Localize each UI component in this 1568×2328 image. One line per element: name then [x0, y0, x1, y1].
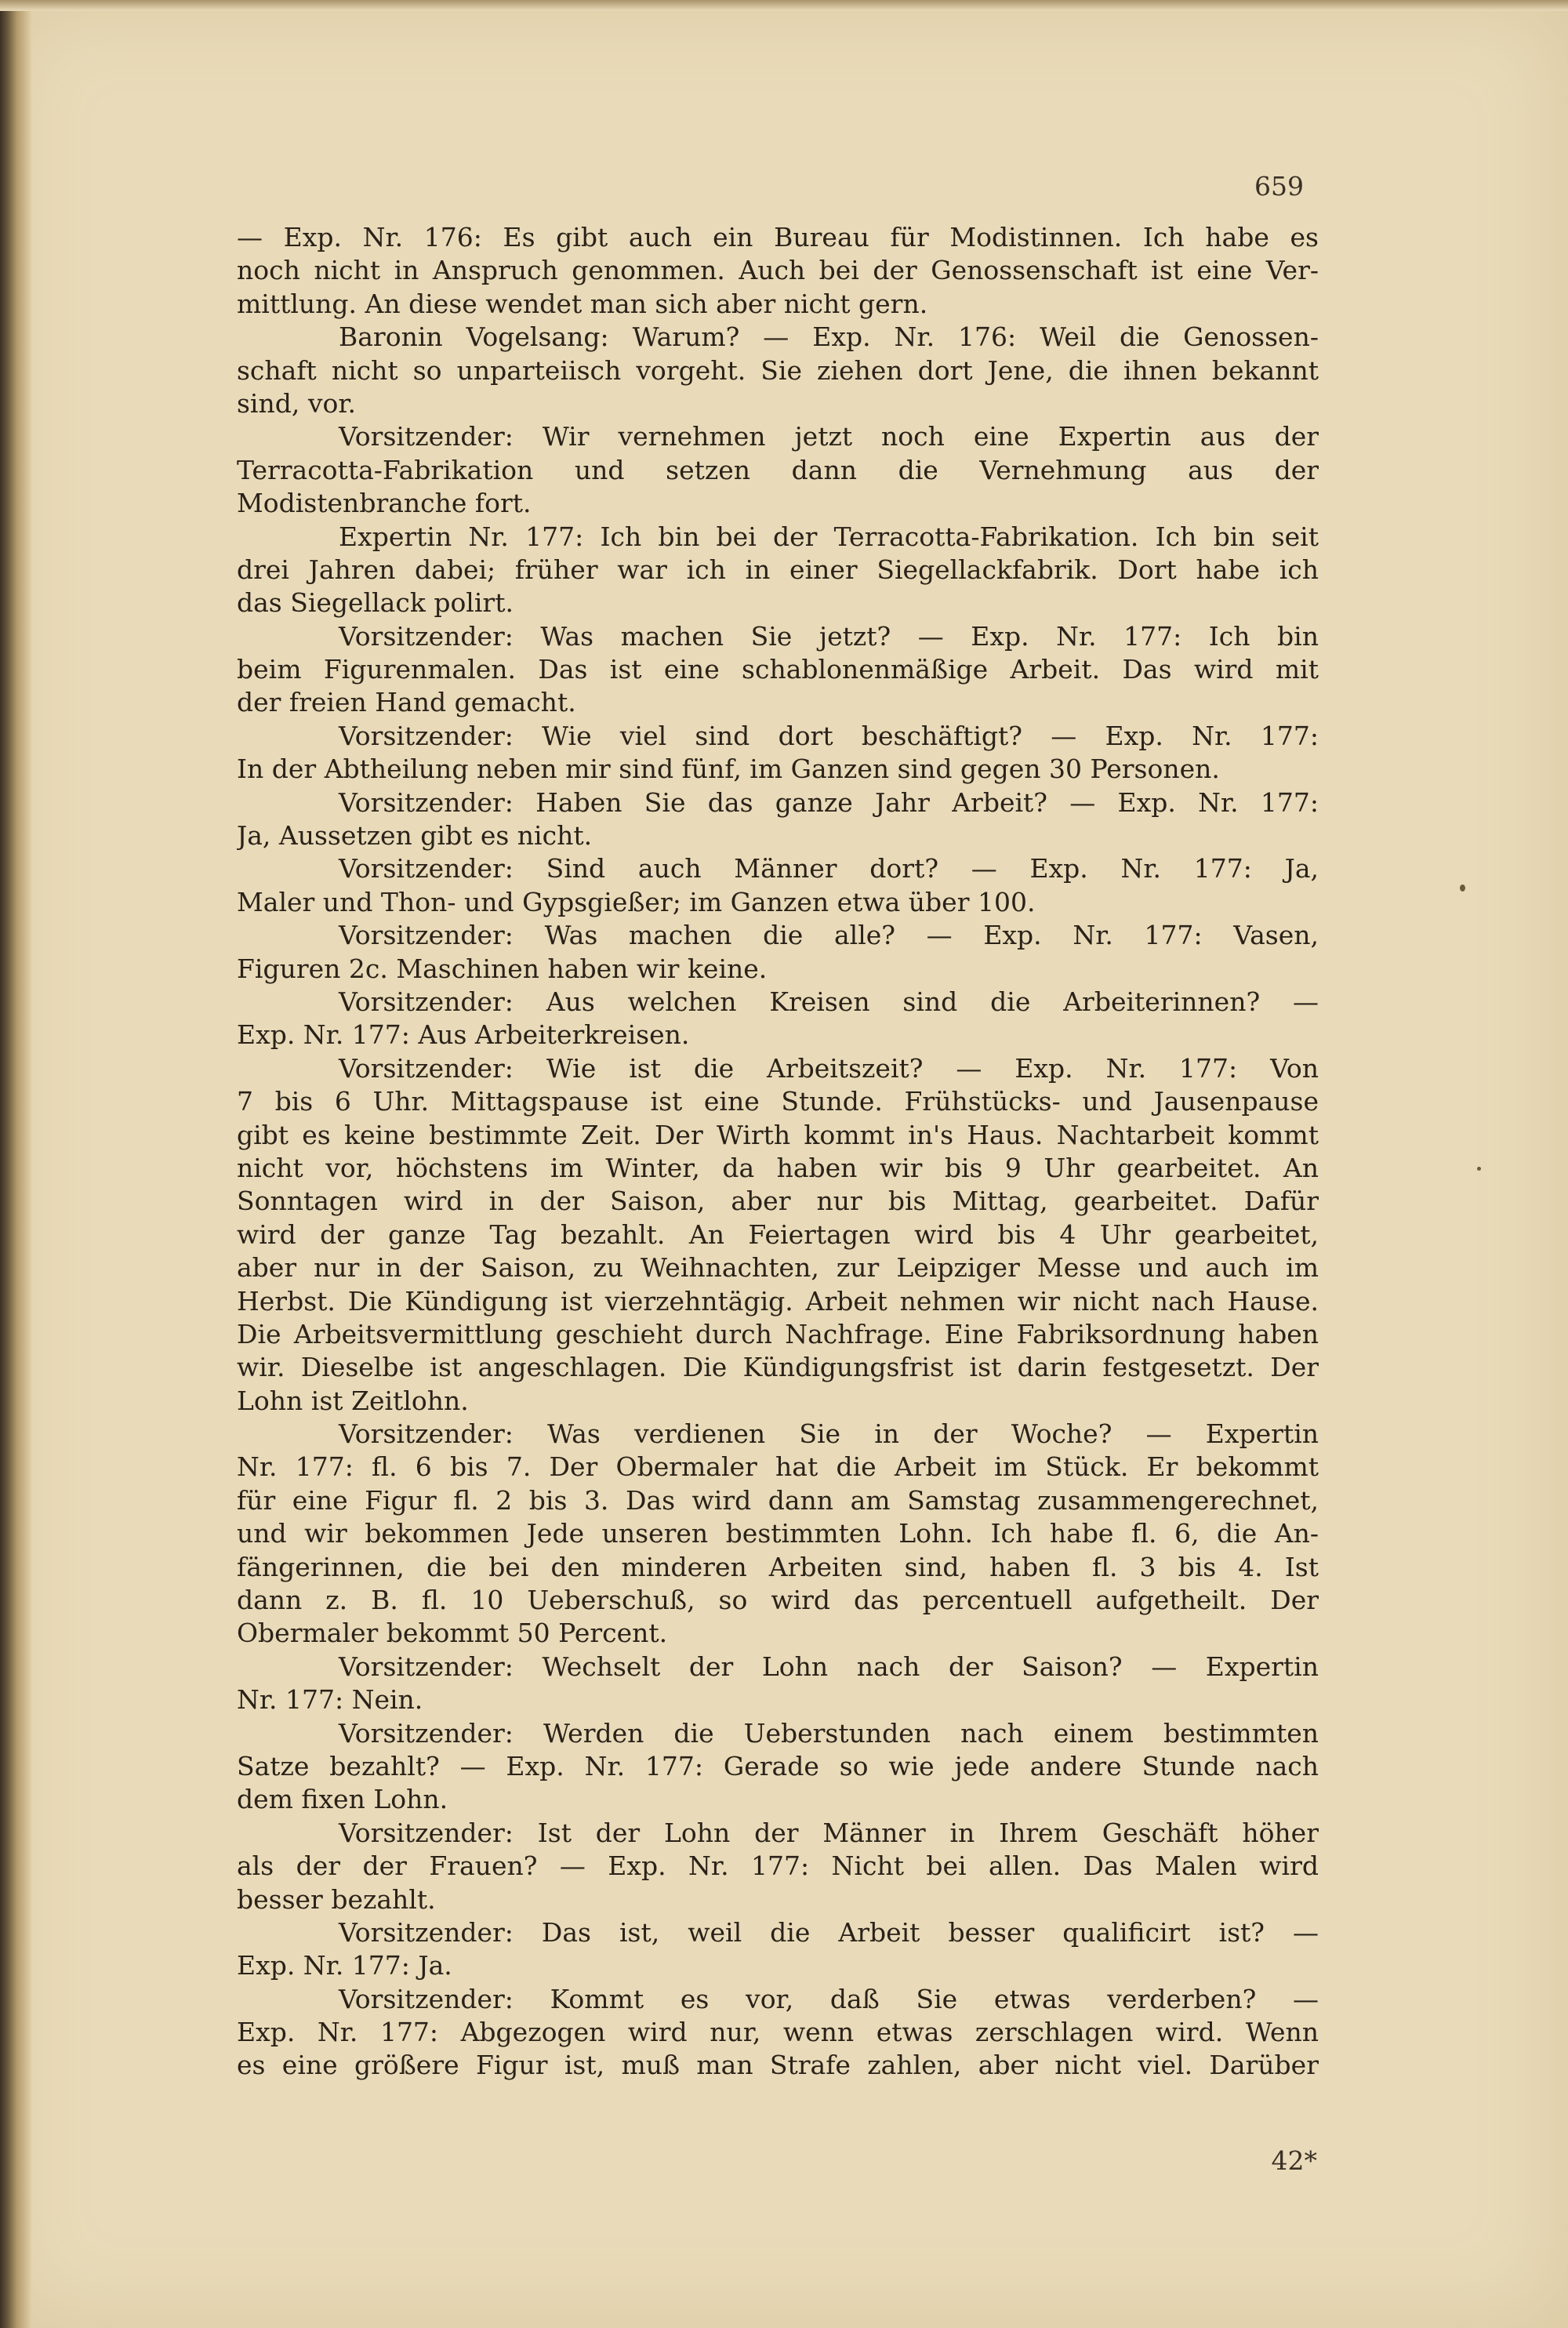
top-edge — [0, 0, 1568, 11]
body-text — [237, 221, 1319, 2083]
text-line: Ja, Aussetzen gibt es nicht. — [237, 820, 593, 852]
text-line: Vorsitzender: Was machen Sie jetzt? — Exp. Nr. 177: Ich bin — [339, 620, 1319, 652]
text-line: In der Abtheilung neben mir sind fünf, im Ganzen sind gegen 30 Personen. — [237, 754, 1220, 785]
text-line: fängerinnen, die bei den minderen Arbeiten sind, haben fl. 3 bis 4. Ist — [237, 1551, 1319, 1582]
ink-speck — [1477, 1167, 1481, 1171]
text-line: Vorsitzender: Sind auch Männer dort? — Exp. Nr. 177: Ja, — [339, 853, 1319, 884]
text-line: dem fixen Lohn. — [237, 1784, 448, 1815]
text-line: drei Jahren dabei; früher war ich in einer Siegellackfabrik. Dort habe ich — [237, 554, 1319, 585]
text-line: Die Arbeitsvermittlung geschieht durch Nachfrage. Eine Fabriksordnung haben — [237, 1318, 1319, 1349]
text-line: wir. Dieselbe ist angeschlagen. Die Kündigungsfrist ist darin festgesetzt. Der — [237, 1352, 1319, 1383]
text-line: und wir bekommen Jede unseren bestimmten Lohn. Ich habe fl. 6, die An- — [237, 1518, 1319, 1549]
text-line: für eine Figur fl. 2 bis 3. Das wird dann am Samstag zusammengerechnet, — [237, 1484, 1319, 1516]
text-line: Exp. Nr. 177: Abgezogen wird nur, wenn etwas zerschlagen wird. Wenn — [237, 2017, 1319, 2048]
text-line: Lohn ist Zeitlohn. — [237, 1385, 469, 1416]
text-line: beim Figurenmalen. Das ist eine schablonenmäßige Arbeit. Das wird mit — [237, 654, 1319, 685]
text-line: aber nur in der Saison, zu Weihnachten, zur Leipziger Messe und auch im — [237, 1252, 1319, 1284]
text-line: — Exp. Nr. 176: Es gibt auch ein Bureau für Modistinnen. Ich habe es — [237, 222, 1319, 252]
text-line: Sonntagen wird in der Saison, aber nur bis Mittag, gearbeitet. Dafür — [237, 1186, 1319, 1217]
text-line: es eine größere Figur ist, muß man Strafe zahlen, aber nicht viel. Darüber — [237, 2050, 1319, 2081]
text-line: Vorsitzender: Aus welchen Kreisen sind die Arbeiterinnen? — — [339, 986, 1319, 1017]
text-line: Herbst. Die Kündigung ist vierzehntägig. Arbeit nehmen wir nicht nach Hause. — [237, 1285, 1319, 1317]
text-line: besser bezahlt. — [237, 1883, 436, 1915]
page-number: 659 — [1254, 171, 1304, 202]
text-line: Vorsitzender: Was verdienen Sie in der Woche? — Expertin — [339, 1418, 1319, 1450]
text-line: Vorsitzender: Wie ist die Arbeitszeit? — Exp. Nr. 177: Von — [339, 1052, 1319, 1084]
text-line: Obermaler bekommt 50 Percent. — [237, 1618, 668, 1649]
text-line: Vorsitzender: Ist der Lohn der Männer in Ihrem Geschäft höher — [339, 1817, 1319, 1848]
text-line: der freien Hand gemacht. — [237, 687, 576, 718]
text-line: Vorsitzender: Wie viel sind dort beschäftigt? — Exp. Nr. 177: — [339, 720, 1319, 751]
text-line: Vorsitzender: Was machen die alle? — Exp. Nr. 177: Vasen, — [339, 920, 1319, 951]
text-line: mittlung. An diese wendet man sich aber nicht gern. — [237, 288, 928, 319]
text-line: schaft nicht so unparteiisch vorgeht. Sie ziehen dort Jene, die ihnen bekannt — [237, 354, 1319, 386]
text-line: noch nicht in Anspruch genommen. Auch bei der Genossenschaft ist eine Ver- — [237, 255, 1319, 286]
text-line: Nr. 177: Nein. — [237, 1684, 423, 1716]
text-line: Nr. 177: fl. 6 bis 7. Der Obermaler hat die Arbeit im Stück. Er bekommt — [237, 1451, 1319, 1483]
text-line: Vorsitzender: Kommt es vor, daß Sie etwas verderben? — — [339, 1983, 1319, 2014]
text-line: Vorsitzender: Wir vernehmen jetzt noch eine Expertin aus der — [339, 421, 1319, 452]
ink-speck — [1460, 884, 1465, 892]
text-line: Expertin Nr. 177: Ich bin bei der Terracotta-Fabrikation. Ich bin seit — [339, 521, 1319, 552]
text-line: Vorsitzender: Das ist, weil die Arbeit besser qualificirt ist? — — [339, 1916, 1319, 1948]
text-line: Satze bezahlt? — Exp. Nr. 177: Gerade so wie jede andere Stunde nach — [237, 1750, 1319, 1781]
binding-edge — [0, 0, 31, 2328]
text-line: nicht vor, höchstens im Winter, da haben wir bis 9 Uhr gearbeitet. An — [237, 1152, 1319, 1183]
text-line: dann z. B. fl. 10 Ueberschuß, so wird das percentuell aufgetheilt. Der — [237, 1585, 1319, 1616]
text-line: Vorsitzender: Haben Sie das ganze Jahr Arbeit? — Exp. Nr. 177: — [339, 786, 1319, 818]
signature-mark: 42* — [1271, 2145, 1317, 2176]
text-line: sind, vor. — [237, 387, 356, 419]
text-line: wird der ganze Tag bezahlt. An Feiertagen wird bis 4 Uhr gearbeitet, — [237, 1218, 1319, 1250]
text-line: 7 bis 6 Uhr. Mittagspause ist eine Stunde. Frühstücks- und Jausenpause — [237, 1086, 1319, 1117]
text-line: Exp. Nr. 177: Aus Arbeiterkreisen. — [237, 1019, 690, 1051]
text-line: Exp. Nr. 177: Ja. — [237, 1950, 452, 1981]
text-line: Figuren 2c. Maschinen haben wir keine. — [237, 953, 768, 984]
text-line: Maler und Thon- und Gypsgießer; im Ganzen etwa über 100. — [237, 886, 1036, 917]
text-line: Modistenbranche fort. — [237, 488, 532, 519]
text-line: als der der Frauen? — Exp. Nr. 177: Nicht bei allen. Das Malen wird — [237, 1850, 1319, 1882]
text-line: Terracotta-Fabrikation und setzen dann die Vernehmung aus der — [237, 454, 1319, 485]
text-line: gibt es keine bestimmte Zeit. Der Wirth kommt in's Haus. Nachtarbeit kommt — [237, 1119, 1319, 1150]
text-line: Baronin Vogelsang: Warum? — Exp. Nr. 176: Weil die Genossen- — [339, 321, 1319, 353]
text-line: Vorsitzender: Wechselt der Lohn nach der Saison? — Expertin — [339, 1651, 1319, 1682]
text-line: Vorsitzender: Werden die Ueberstunden nach einem bestimmten — [339, 1717, 1319, 1749]
text-line: das Siegellack polirt. — [237, 587, 514, 619]
